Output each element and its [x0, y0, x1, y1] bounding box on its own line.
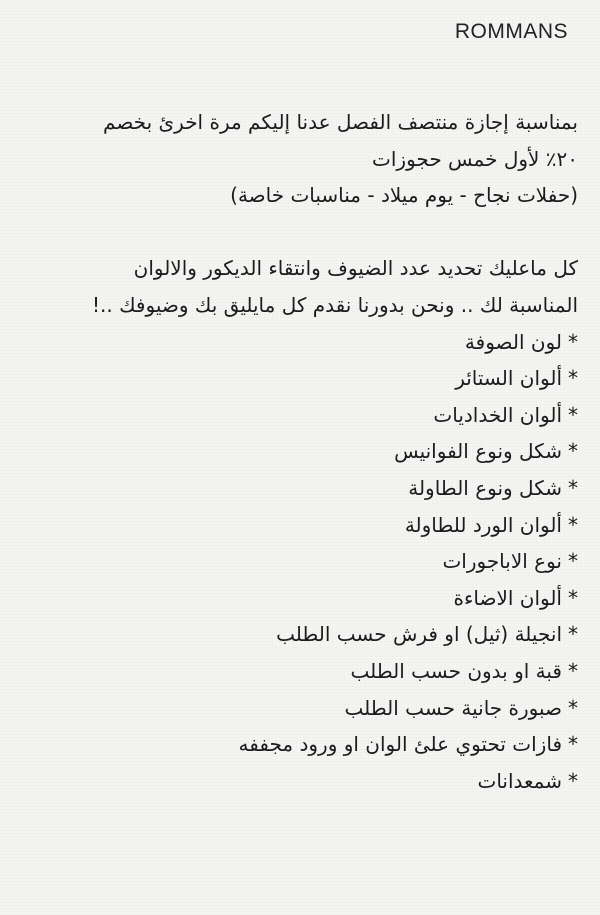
list-item	[30, 470, 578, 507]
list-item	[30, 726, 578, 763]
bullet-mark: *	[568, 732, 578, 757]
list-item	[30, 507, 578, 544]
list-item-text: ألوان الستائر	[455, 366, 562, 391]
intro-line-2: ٢٠٪ لأول خمس حجوزات	[372, 146, 578, 171]
list-item-text: فازات تحتوي علئ الوان او ورود مجففه	[238, 732, 562, 757]
list-item	[30, 543, 578, 580]
paragraph-gap	[30, 214, 578, 251]
list-item	[30, 360, 578, 397]
list-item-text: ألوان الاضاءة	[453, 585, 562, 610]
bullet-mark: *	[568, 658, 578, 683]
list-item	[30, 616, 578, 653]
bullet-mark: *	[568, 585, 578, 610]
list-item-text: شمعدانات	[477, 768, 562, 793]
intro-line-3: (حفلات نجاح - يوم ميلاد - مناسبات خاصة)	[230, 183, 578, 208]
bullet-mark: *	[568, 768, 578, 793]
list-item	[30, 324, 578, 361]
list-item	[30, 763, 578, 800]
decor-options-list	[30, 324, 578, 800]
list-item	[30, 580, 578, 617]
list-item	[30, 433, 578, 470]
offer-line-1: كل ماعليك تحديد عدد الضيوف وانتقاء الديكور والالوان	[133, 256, 578, 281]
bullet-mark: *	[568, 695, 578, 720]
brand-title: ROMMANS	[454, 20, 568, 43]
list-item-text: شكل ونوع الفوانيس	[394, 439, 562, 464]
offer-line-2: المناسبة لك .. ونحن بدورنا نقدم كل مايليق بك وضيوفك ..!	[91, 292, 578, 317]
intro-line-1: بمناسبة إجازة منتصف الفصل عدنا إليكم مرة اخرئ بخصم	[103, 110, 578, 134]
list-item-text: قبة او بدون حسب الطلب	[350, 658, 562, 683]
list-item	[30, 653, 578, 690]
list-item	[30, 397, 578, 434]
list-item-text: ألوان الورد للطاولة	[404, 512, 562, 537]
list-item-text: انجيلة (ثيل) او فرش حسب الطلب	[276, 622, 562, 647]
bullet-mark: *	[568, 366, 578, 391]
list-item	[30, 690, 578, 727]
bullet-mark: *	[568, 329, 578, 354]
list-item-text: ألوان الخداديات	[433, 402, 562, 427]
list-item-text: لون الصوفة	[464, 329, 562, 354]
bullet-mark: *	[568, 402, 578, 427]
list-item-text: شكل ونوع الطاولة	[408, 475, 562, 500]
list-item-text: صبورة جانية حسب الطلب	[344, 695, 562, 720]
announcement-text	[30, 104, 578, 799]
bullet-mark: *	[568, 512, 578, 537]
bullet-mark: *	[568, 439, 578, 464]
bullet-mark: *	[568, 475, 578, 500]
list-item-text: نوع الاباجورات	[442, 549, 562, 574]
bullet-mark: *	[568, 622, 578, 647]
bullet-mark: *	[568, 549, 578, 574]
